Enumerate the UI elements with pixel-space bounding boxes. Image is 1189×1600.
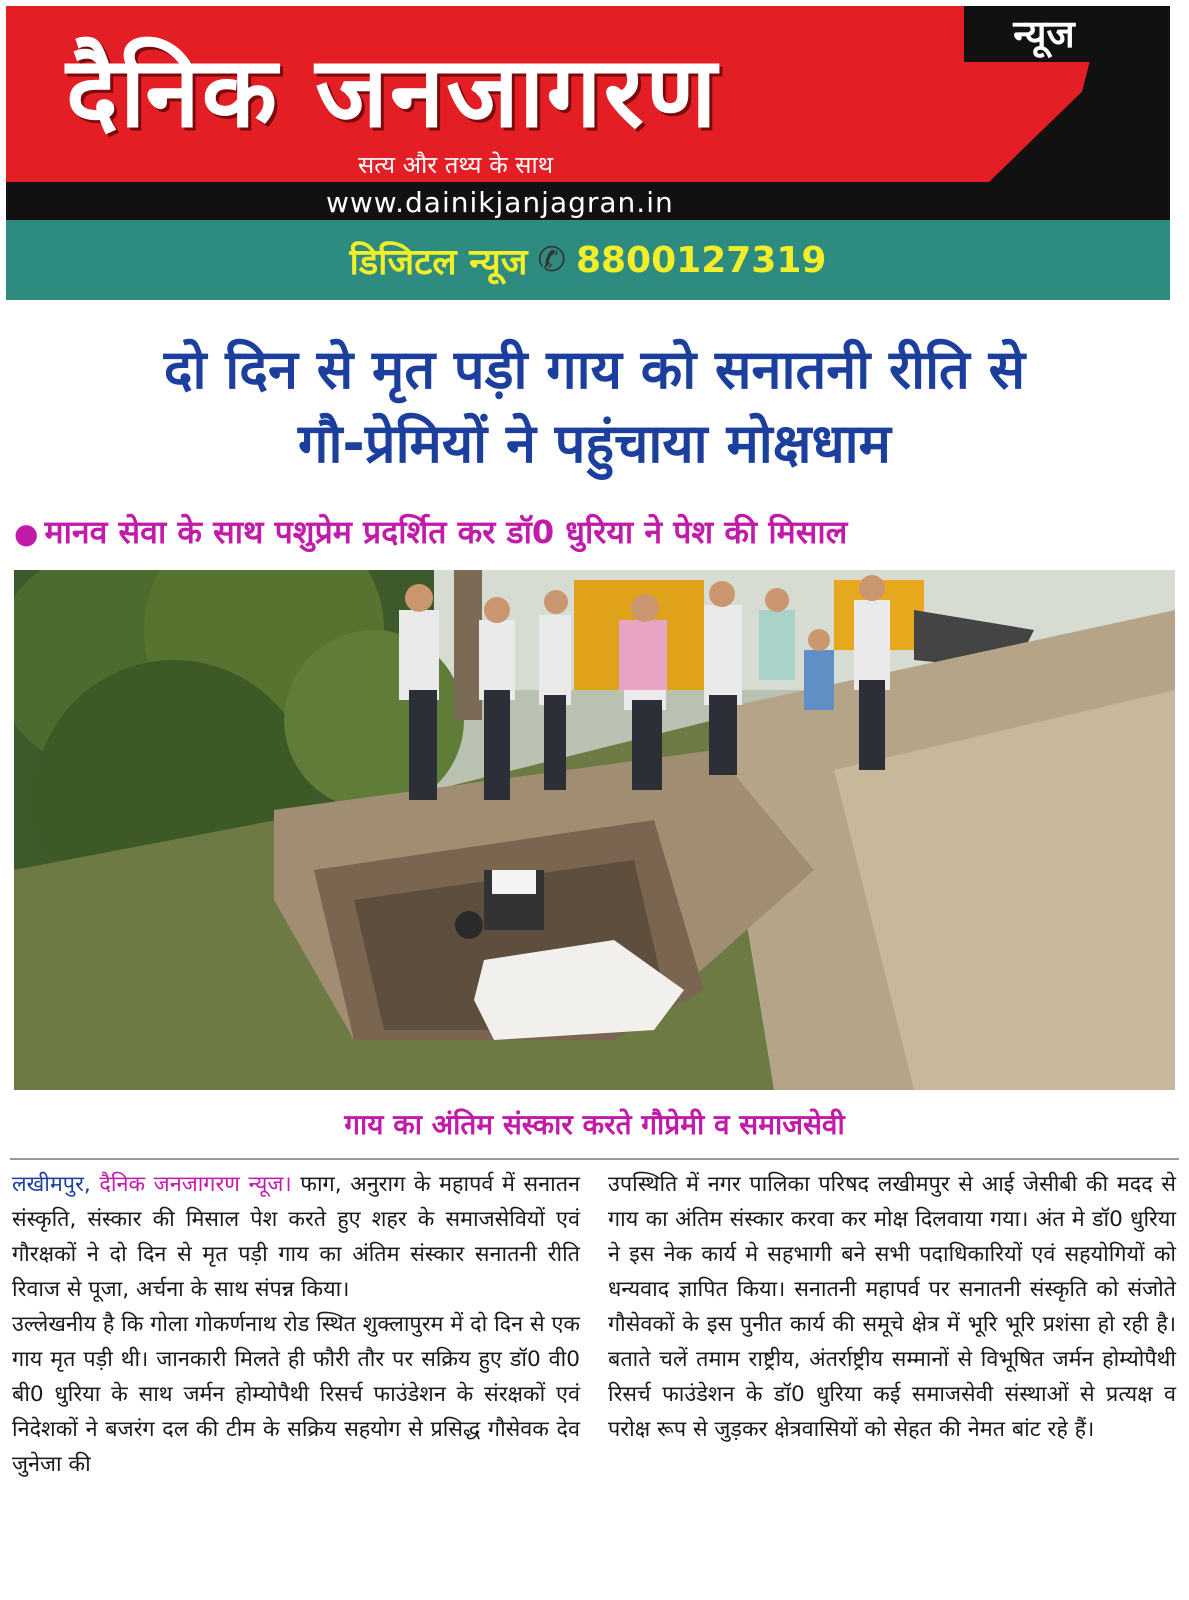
paragraph-1-text: फाग, अनुराग के महापर्व में सनातन संस्कृति, संस्कार की मिसाल पेश करते हुए शहर के समाजसेवियों एवं गौरक्षकों ने दो दिन से मृत पड़ी गाय का अंतिम संस्कार सनातनी रीति रिवाज से पूजा, अर्चना के साथ संपन्न किया। (12, 1172, 580, 1302)
headline-line-2: गौ-प्रेमियों ने पहुंचाया मोक्षधाम (298, 412, 891, 475)
headline (10, 333, 1179, 481)
article-column-right (608, 1167, 1176, 1447)
website-url: www.dainikjanjagran.in (326, 186, 674, 219)
article-paragraph-1 (12, 1167, 580, 1307)
article-column-left (12, 1167, 580, 1482)
article-paragraph-3: उपस्थिति में नगर पालिका परिषद लखीमपुर से आई जेसीबी की मदद से गाय का अंतिम संस्कार करवा कर मोक्ष दिलवाया गया। अंत मे डॉ0 धुरिया ने इस नेक कार्य मे सहभागी बने सभी पदाधिकारियों एवं सहयोगियों को धन्यवाद ज्ञापित किया। सनातनी महापर्व पर सनातनी संस्कृति को संजोते गौसेवकों के इस पुनीत कार्य की समूचे क्षेत्र में भूरि भूरि प्रशंसा हो रही है। बताते चलें तमाम राष्ट्रीय, अंतर्राष्ट्रीय सम्मानों से विभूषित जर्मन होम्योपैथी रिसर्च फाउंडेशन के डॉ0 धुरिया कई समाजसेवी संस्थाओं से प्रत्यक्ष व परोक्ष रूप से जुड़कर क्षेत्रवासियों को सेहत की नेमत बांट रहे हैं। (608, 1172, 1176, 1442)
phone-number: 8800127319 (575, 239, 827, 281)
article-paragraph-2: उल्लेखनीय है कि गोला गोकर्णनाथ रोड स्थित शुक्लापुरम में दो दिन से एक गाय मृत पड़ी थी। जानकारी मिलते ही फौरी तौर पर सक्रिय हुए डॉ0 वी0 बी0 धुरिया के साथ जर्मन होम्योपैथी रिसर्च फाउंडेशन के संरक्षकों एवं निदेशकों ने बजरंग दल की टीम के सक्रिय सहयोग से प्रसिद्ध गौसेवक देव जुनेजा की (12, 1312, 580, 1477)
digital-news-bar (6, 220, 1170, 300)
tagline: सत्य और तथ्य के साथ (358, 151, 554, 179)
dateline-place: लखीमपुर, (12, 1172, 91, 1197)
photo-caption: गाय का अंतिम संस्कार करते गौप्रेमी व समाजसेवी (344, 1108, 845, 1141)
subheadline-text: मानव सेवा के साथ पशुप्रेम प्रदर्शित कर डॉ0 धुरिया ने पेश की मिसाल (44, 513, 848, 551)
news-tag: न्यूज (964, 6, 1124, 62)
bullet-icon: ● (14, 517, 39, 550)
phone-icon: ✆ (537, 240, 566, 280)
dateline-source: दैनिक जनजागरण न्यूज। (99, 1172, 292, 1197)
divider (10, 1158, 1179, 1160)
newspaper-name: दैनिक जनजागरण (66, 36, 719, 150)
subheadline (14, 510, 1175, 553)
burial-scene-image (14, 570, 1175, 1090)
headline-line-1: दो दिन से मृत पड़ी गाय को सनातनी रीति से (163, 338, 1026, 401)
masthead (6, 6, 1170, 220)
digital-news-label: डिजिटल न्यूज (349, 241, 528, 283)
news-photo (14, 570, 1175, 1090)
